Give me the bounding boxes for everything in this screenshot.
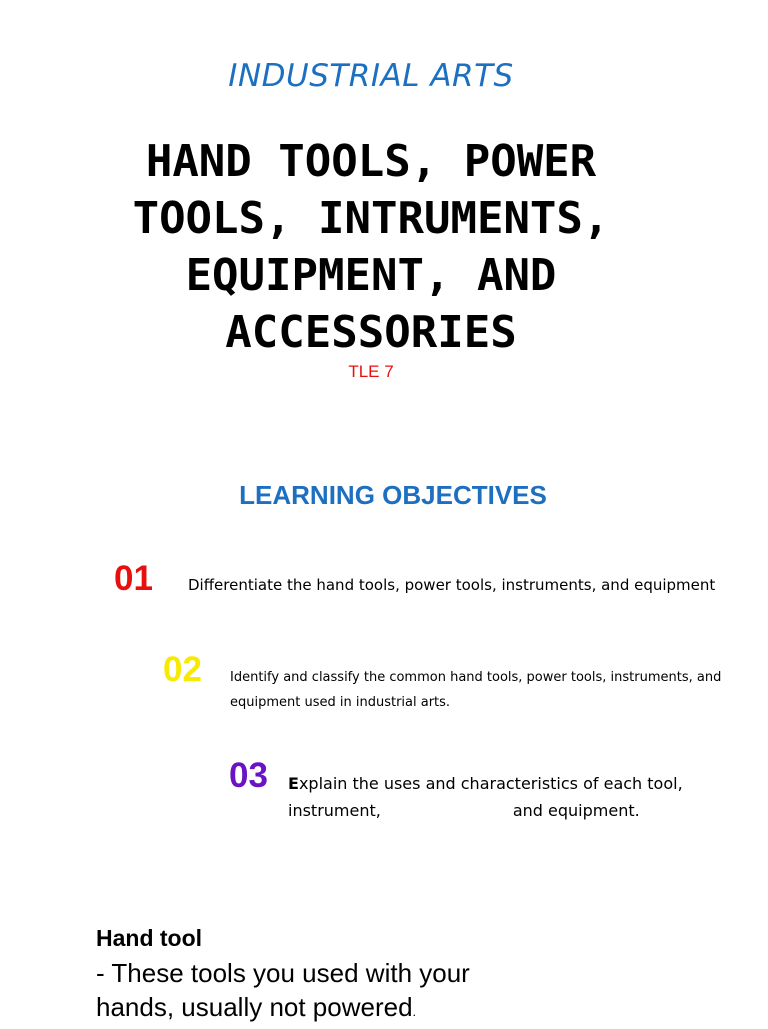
objective-text-line: Identify and classify the common hand tools, power tools, instruments, and (230, 670, 722, 685)
subject-heading: INDUSTRIAL ARTS (228, 58, 514, 94)
objective-text-01: Differentiate the hand tools, power tools, instruments, and equipment (188, 576, 716, 594)
definition-text-line: - These tools you used with your (96, 958, 470, 988)
main-title-line: TOOLS, INTRUMENTS, (132, 193, 610, 244)
definition-text (96, 956, 516, 1029)
course-label: TLE 7 (348, 362, 394, 381)
objective-text-segment: instrument, (288, 801, 381, 820)
main-title-line: HAND TOOLS, POWER (145, 136, 597, 187)
objective-text-02 (230, 665, 730, 715)
learning-objectives-heading: LEARNING OBJECTIVES (239, 480, 547, 510)
main-title (0, 133, 742, 361)
objective-text-line (288, 797, 708, 824)
objective-text-segment: and equipment. (512, 801, 640, 820)
objective-number-02: 02 (163, 650, 202, 689)
main-title-line: ACCESSORIES (225, 307, 517, 358)
objective-text-03 (288, 770, 708, 824)
objective-number-01: 01 (114, 559, 153, 598)
objective-text-line: equipment used in industrial arts. (230, 695, 451, 710)
definition-period: . (412, 1004, 417, 1019)
objective-number-03: 03 (229, 756, 268, 795)
objective-text-segment: xplain the uses and characteristics of each tool, (298, 774, 683, 793)
definition-text-segment: hands, usually not powered (96, 992, 413, 1022)
objective-initial-letter: E (288, 774, 299, 793)
main-title-line: EQUIPMENT, AND (185, 250, 557, 301)
objective-text-line (288, 770, 708, 797)
definition-term: Hand tool (96, 925, 203, 951)
definition-text-line (96, 990, 516, 1029)
